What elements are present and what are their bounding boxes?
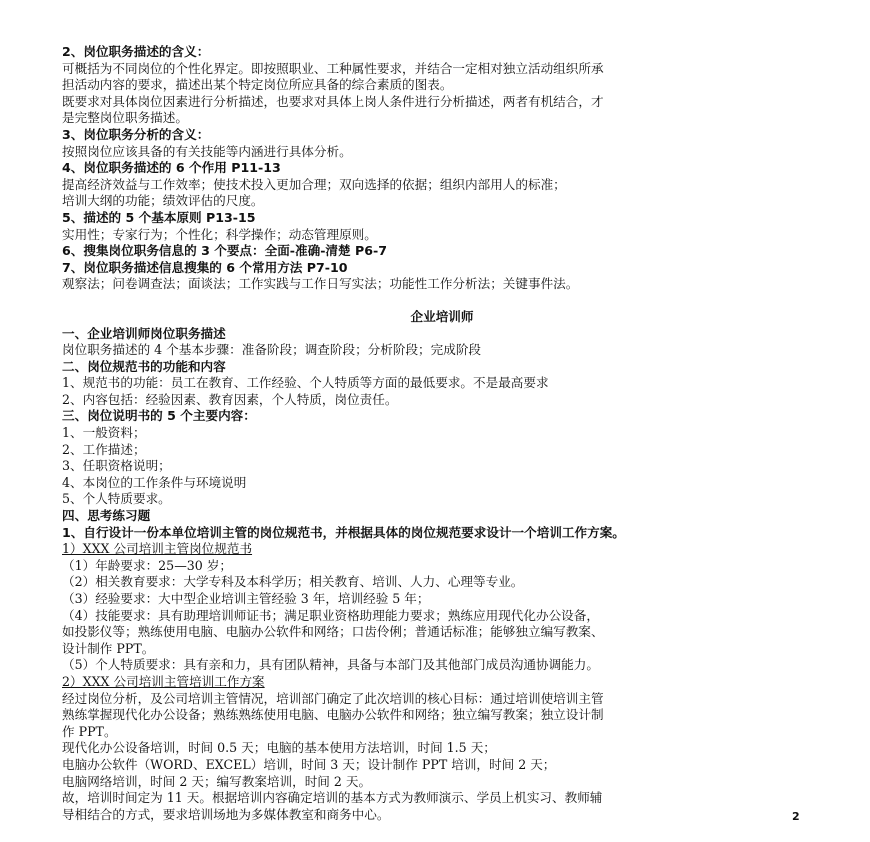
top-heading: 2、岗位职务描述的含义： [62, 44, 210, 59]
bottom-heading: 一、企业培训师岗位职务描述 [62, 325, 226, 341]
top-text-line: 可概括为不同岗位的个性化界定。即按照职业、工种属性要求，并结合一定相对独立活动组织所承 [62, 60, 604, 76]
top-heading: 4、岗位职务描述的 6 个作用 P11-13 [62, 160, 281, 176]
bottom-text-line: 2、工作描述； [62, 441, 146, 457]
top-text-line: 提高经济效益与工作效率；使技术投入更加合理；双向选择的依据；组织内部用人的标准； [62, 176, 566, 192]
bottom-text-line: 2、内容包括：经验因素、教育因素，个人特质，岗位责任。 [62, 391, 398, 407]
bottom-heading: 1、自行设计一份本单位培训主管的岗位规范书，并根据具体的岗位规范要求设计一个培训工作方案。 [62, 524, 625, 540]
bottom-text-line: 导相结合的方式，要求培训场地为多媒体教室和商务中心。 [62, 806, 390, 822]
bottom-text-line: 熟练掌握现代化办公设备；熟练熟练使用电脑、电脑办公软件和网络；独立编写教案；独立设计制 [62, 707, 604, 723]
section-title: 企业培训师 [410, 308, 474, 324]
bottom-text-line: 现代化办公设备培训，时间 0.5 天；电脑的基本使用方法培训，时间 1.5 天； [62, 740, 496, 756]
bottom-text-line: 1、规范书的功能：员工在教育、工作经验、个人特质等方面的最低要求。不是最高要求 [62, 375, 549, 391]
bottom-section [62, 326, 822, 824]
bottom-text-line: 1、一般资料； [62, 425, 146, 441]
top-heading: 7、岗位职务描述信息搜集的 6 个常用方法 P7-10 [62, 259, 348, 275]
bottom-text-line: （5）个人特质要求：具有亲和力，具有团队精神，具备与本部门及其他部门成员沟通协调能力。 [62, 657, 599, 673]
bottom-text-line: 电脑网络培训，时间 2 天；编写教案培训，时间 2 天。 [62, 773, 372, 789]
bottom-text-line: 故，培训时间定为 11 天。根据培训内容确定培训的基本方式为教师演示、学员上机实习、教师辅 [62, 790, 603, 806]
bottom-text-line: 经过岗位分析，及公司培训主管情况，培训部门确定了此次培训的核心目标：通过培训使培训主管 [62, 690, 604, 706]
bottom-heading: 四、思考练习题 [62, 508, 151, 524]
page-number: 2 [792, 810, 800, 823]
bottom-text-line: （2）相关教育要求：大学专科及本科学历；相关教育、培训、人力、心理等专业。 [62, 574, 524, 590]
bottom-text-line: 岗位职务描述的 4 个基本步骤：准备阶段；调查阶段；分析阶段；完成阶段 [62, 342, 482, 358]
bottom-heading: 二、岗位规范书的功能和内容 [62, 358, 226, 374]
bottom-text-line: 设计制作 PPT。 [62, 640, 155, 656]
top-heading: 3、岗位职务分析的含义： [62, 126, 210, 142]
top-text-line: 是完整岗位职务描述。 [62, 110, 188, 126]
top-heading: 6、搜集岗位职务信息的 3 个要点：全面-准确-清楚 P6-7 [62, 243, 387, 259]
section-gap [62, 293, 822, 303]
document-page [62, 44, 822, 823]
top-text-line: 观察法；问卷调查法；面谈法；工作实践与工作日写实法；功能性工作分析法；关键事件法。 [62, 276, 579, 292]
bottom-text-line: （4）技能要求：具有助理培训师证书；满足职业资格助理能力要求；熟练应用现代化办公设备， [62, 607, 599, 623]
top-text-line: 担活动内容的要求，描述出某个特定岗位所应具备的综合素质的图表。 [62, 77, 453, 93]
top-heading: 5、描述的 5 个基本原则 P13-15 [62, 209, 256, 225]
top-text-line: 培训大纲的功能；绩效评估的尺度。 [62, 193, 264, 209]
bottom-text-line: （3）经验要求：大中型企业培训主管经验 3 年，培训经验 5 年； [62, 591, 430, 606]
bottom-text-line: 2）XXX 公司培训主管培训工作方案 [62, 673, 265, 689]
bottom-text-line: 作 PPT。 [62, 723, 117, 739]
bottom-text-line: 如投影仪等；熟练使用电脑、电脑办公软件和网络；口齿伶俐；普通话标准；能够独立编写教案、 [62, 624, 604, 640]
bottom-text-line: 3、任职资格说明； [62, 458, 171, 474]
bottom-heading: 三、岗位说明书的 5 个主要内容： [62, 408, 256, 424]
top-section [62, 44, 822, 293]
top-text-line: 按照岗位应该具备的有关技能等内涵进行具体分析。 [62, 143, 352, 159]
top-text-line: 既要求对具体岗位因素进行分析描述，也要求对具体上岗人条件进行分析描述，两者有机结合，才 [62, 93, 604, 109]
bottom-text-line: 5、个人特质要求。 [62, 491, 171, 507]
top-text-line: 实用性；专家行为；个性化；科学操作；动态管理原则。 [62, 226, 377, 242]
bottom-text-line: 4、本岗位的工作条件与环境说明 [62, 474, 247, 490]
bottom-text-line: 1）XXX 公司培训主管岗位规范书 [62, 541, 253, 557]
bottom-text-line: （1）年龄要求：25—30 岁； [62, 557, 233, 573]
bottom-text-line: 电脑办公软件（WORD、EXCEL）培训，时间 3 天；设计制作 PPT 培训，时间 2 天； [62, 756, 556, 772]
